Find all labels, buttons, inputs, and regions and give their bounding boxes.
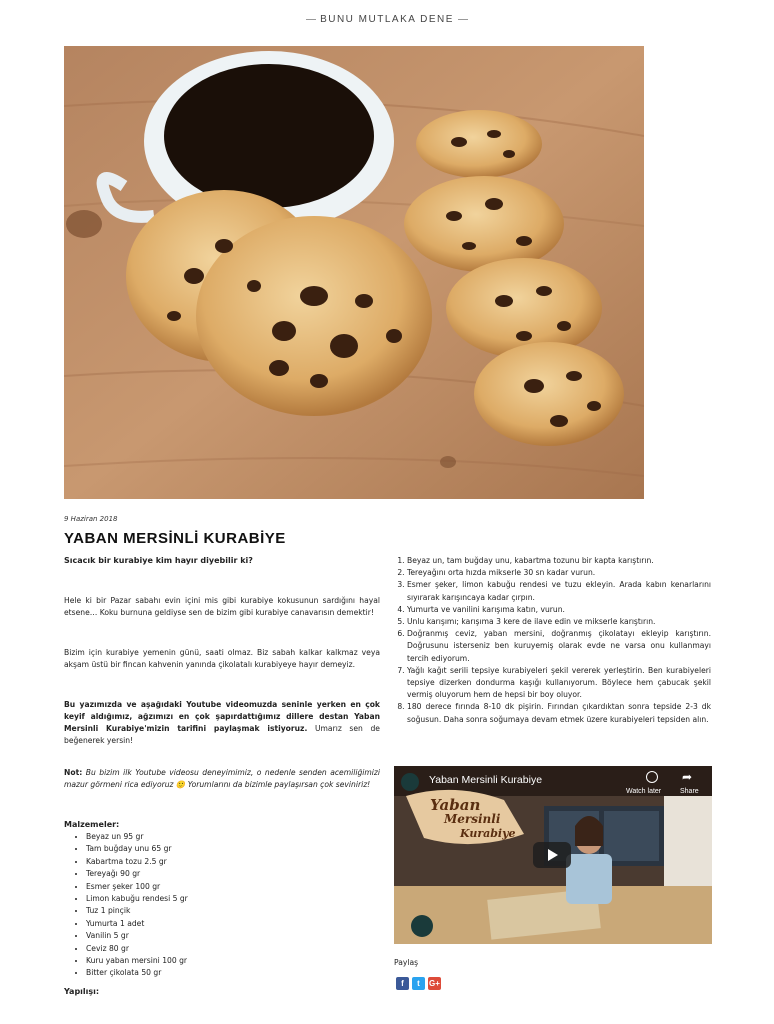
step-item: 2. Tereyağını orta hızda mikserle 30 sn kadar vurun. [407, 567, 711, 579]
step-item: 3. Esmer şeker, limon kabuğu rendesi ve tuzu ekleyin. Arada kabın kenarlarını sıyırarak karışıncaya kadar çırpın. [407, 579, 711, 603]
play-icon [548, 849, 558, 861]
watch-later-icon[interactable] [646, 771, 658, 783]
ingredient-item: • Tuz 1 pinçik [86, 905, 380, 917]
step-item: 7. Yağlı kağıt serili tepsiye kurabiyeleri şekil vererek yerleştirin. Ben kurabiyeleri tepsiye dizerken dondurma kaşığı kullanıyorum. Böylece hem çabucak şekil vermiş oluyorum hem de hepsi bir boy oluyor. [407, 665, 711, 702]
share-icon[interactable]: ➦ [682, 770, 693, 784]
steps-list [393, 555, 711, 726]
social-share-buttons [396, 977, 441, 990]
video-channel-avatar[interactable] [401, 773, 419, 791]
ingredient-item: • Yumurta 1 adet [86, 918, 380, 930]
step-item: 5. Unlu karışımı; karışıma 3 kere de ilave edin ve mikserle karıştırın. [407, 616, 711, 628]
video-share-label[interactable]: Share [680, 788, 699, 795]
ingredient-item: • Tam buğday unu 65 gr [86, 843, 380, 855]
ingredient-item: • Bitter çikolata 50 gr [86, 967, 380, 979]
watch-later-label[interactable]: Watch later [626, 788, 662, 795]
video-overlay-line2: Mersinli [444, 812, 501, 826]
ingredient-item: • Beyaz un 95 gr [86, 831, 380, 843]
ingredient-item: • Esmer şeker 100 gr [86, 881, 380, 893]
site-tagline: BUNU MUTLAKA DENE [0, 14, 774, 25]
step-item: 1. Beyaz un, tam buğday unu, kabartma tozunu bir kapta karıştırın. [407, 555, 711, 567]
ingredients-list [64, 831, 380, 980]
ingredient-item: • Tereyağı 90 gr [86, 868, 380, 880]
post-date: 9 Haziran 2018 [64, 515, 118, 523]
ingredient-item: • Ceviz 80 gr [86, 943, 380, 955]
ingredient-item: • Kuru yaban mersini 100 gr [86, 955, 380, 967]
method-heading: Yapılışı: [64, 986, 100, 996]
post-lead: Sıcacık bir kurabiye kim hayır diyebilir ki? [64, 556, 253, 565]
youtube-video-embed[interactable] [394, 766, 712, 944]
post-body-right [393, 555, 711, 726]
ingredients-heading: Malzemeler: [64, 820, 120, 829]
ingredient-item: • Kabartma tozu 2.5 gr [86, 856, 380, 868]
play-button[interactable] [533, 842, 571, 868]
hero-image [64, 46, 644, 499]
share-label: Paylaş [394, 958, 419, 967]
post-title: YABAN MERSİNLİ KURABİYE [64, 530, 286, 547]
paragraph-second: Bizim için kurabiye yemenin günü, saati olmaz. Biz sabah kalkar kalkmaz veya akşam üstü bir fincan kahvenin yanında çikolatalı kurabiyeye hayır demeyiz. [64, 648, 380, 669]
post-body-left [64, 555, 380, 998]
step-item: 4. Yumurta ve vanilini karışıma katın, vurun. [407, 604, 711, 616]
paragraph-note: Not: Bu bizim ilk Youtube videosu deneyimimiz, o nedenle senden acemiliğimizi mazur görmeni rica ediyoruz 🙂 Yorumlarını da bizimle paylaşırsan çok seviniriz! [64, 768, 380, 789]
step-item: 6. Doğranmış ceviz, yaban mersini, doğranmış çikolatayı ekleyip karıştırın. Doğrusunu isterseniz ben kuruyemiş olarak evde ne varsa onu kullanmayı tercih ediyorum. [407, 628, 711, 665]
ingredient-item: • Limon kabuğu rendesi 5 gr [86, 893, 380, 905]
video-overlay-line3: Kurabiye [460, 827, 516, 840]
google-plus-share-button[interactable]: G+ [429, 979, 440, 988]
ingredient-item: • Vanilin 5 gr [86, 930, 380, 942]
video-title[interactable]: Yaban Mersinli Kurabiye [429, 774, 543, 786]
paragraph-intro: Hele ki bir Pazar sabahı evin içini mis gibi kurabiye kokusunun sardığını hayal etsene… Koku burnuna geldiyse sen de bizim gibi kurabiye canavarısın demektir! [64, 596, 380, 617]
facebook-share-button[interactable]: f [396, 977, 409, 990]
paragraph-third: Bu yazımızda ve aşağıdaki Youtube videomuzda seninle yerken en çok keyif aldığımız, ağzımızı en çok şapırdattığımız dillere destan Yaban Mersinli Kurabiye'mizin tarifini paylaşmak istiyoruz. Umarız sen de beğenerek yersin! [64, 700, 380, 745]
twitter-share-button[interactable]: t [412, 977, 425, 990]
step-item: 8. 180 derece fırında 8-10 dk pişirin. Fırından çıkardıktan sonra tepside 2-3 dk soğusun. Daha sonra soğumaya devam etmek üzere kurabiyeleri tepsiden alın. [407, 701, 711, 725]
video-overlay-line1: Yaban [430, 796, 481, 814]
